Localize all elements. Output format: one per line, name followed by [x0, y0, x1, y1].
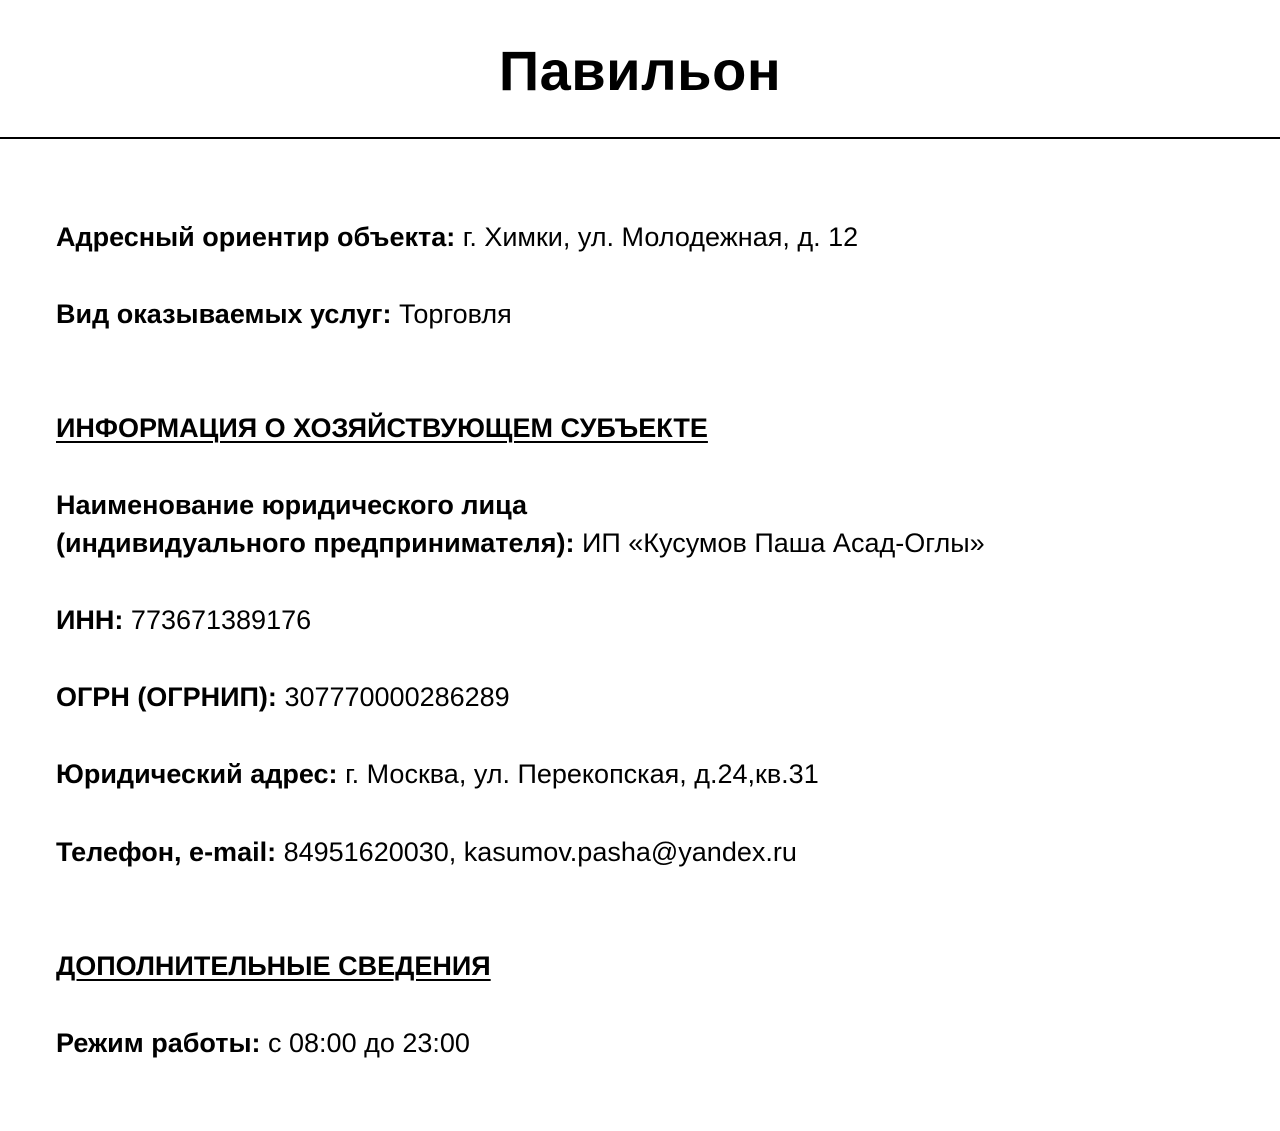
legal-address-label: Юридический адрес: [56, 759, 338, 789]
working-hours-label: Режим работы: [56, 1028, 261, 1058]
inn-value: 773671389176 [130, 605, 312, 635]
ogrn-label: ОГРН (ОГРНИП): [56, 682, 277, 712]
address-landmark-label: Адресный ориентир объекта: [56, 222, 456, 252]
extra-section-heading: ДОПОЛНИТЕЛЬНЫЕ СВЕДЕНИЯ [56, 951, 491, 981]
entity-name-label-line1: Наименование юридического лица [56, 490, 528, 520]
working-hours-value: с 08:00 до 23:00 [268, 1028, 470, 1058]
page-title: Павильон [498, 39, 782, 102]
entity-name-row [56, 486, 985, 562]
address-landmark-row [56, 218, 858, 256]
address-landmark-value: г. Химки, ул. Молодежная, д. 12 [462, 222, 859, 252]
contacts-label: Телефон, e-mail: [56, 837, 277, 867]
inn-row [56, 601, 311, 639]
entity-name-label-line2: (индивидуального предпринимателя): [56, 528, 575, 558]
title-divider [0, 137, 1280, 139]
inn-label: ИНН: [56, 605, 124, 635]
contacts-row [56, 833, 797, 871]
service-type-value: Торговля [398, 299, 512, 329]
legal-address-value: г. Москва, ул. Перекопская, д.24,кв.31 [345, 759, 819, 789]
contacts-value: 84951620030, kasumov.pasha@yandex.ru [283, 837, 797, 867]
service-type-label: Вид оказываемых услуг: [56, 299, 392, 329]
ogrn-row [56, 678, 510, 716]
working-hours-row [56, 1024, 470, 1062]
entity-name-value: ИП «Кусумов Паша Асад-Оглы» [581, 528, 985, 558]
legal-address-row [56, 755, 819, 793]
service-type-row [56, 295, 512, 333]
ogrn-value: 307770000286289 [284, 682, 510, 712]
entity-section-heading: ИНФОРМАЦИЯ О ХОЗЯЙСТВУЮЩЕМ СУБЪЕКТЕ [56, 413, 708, 443]
